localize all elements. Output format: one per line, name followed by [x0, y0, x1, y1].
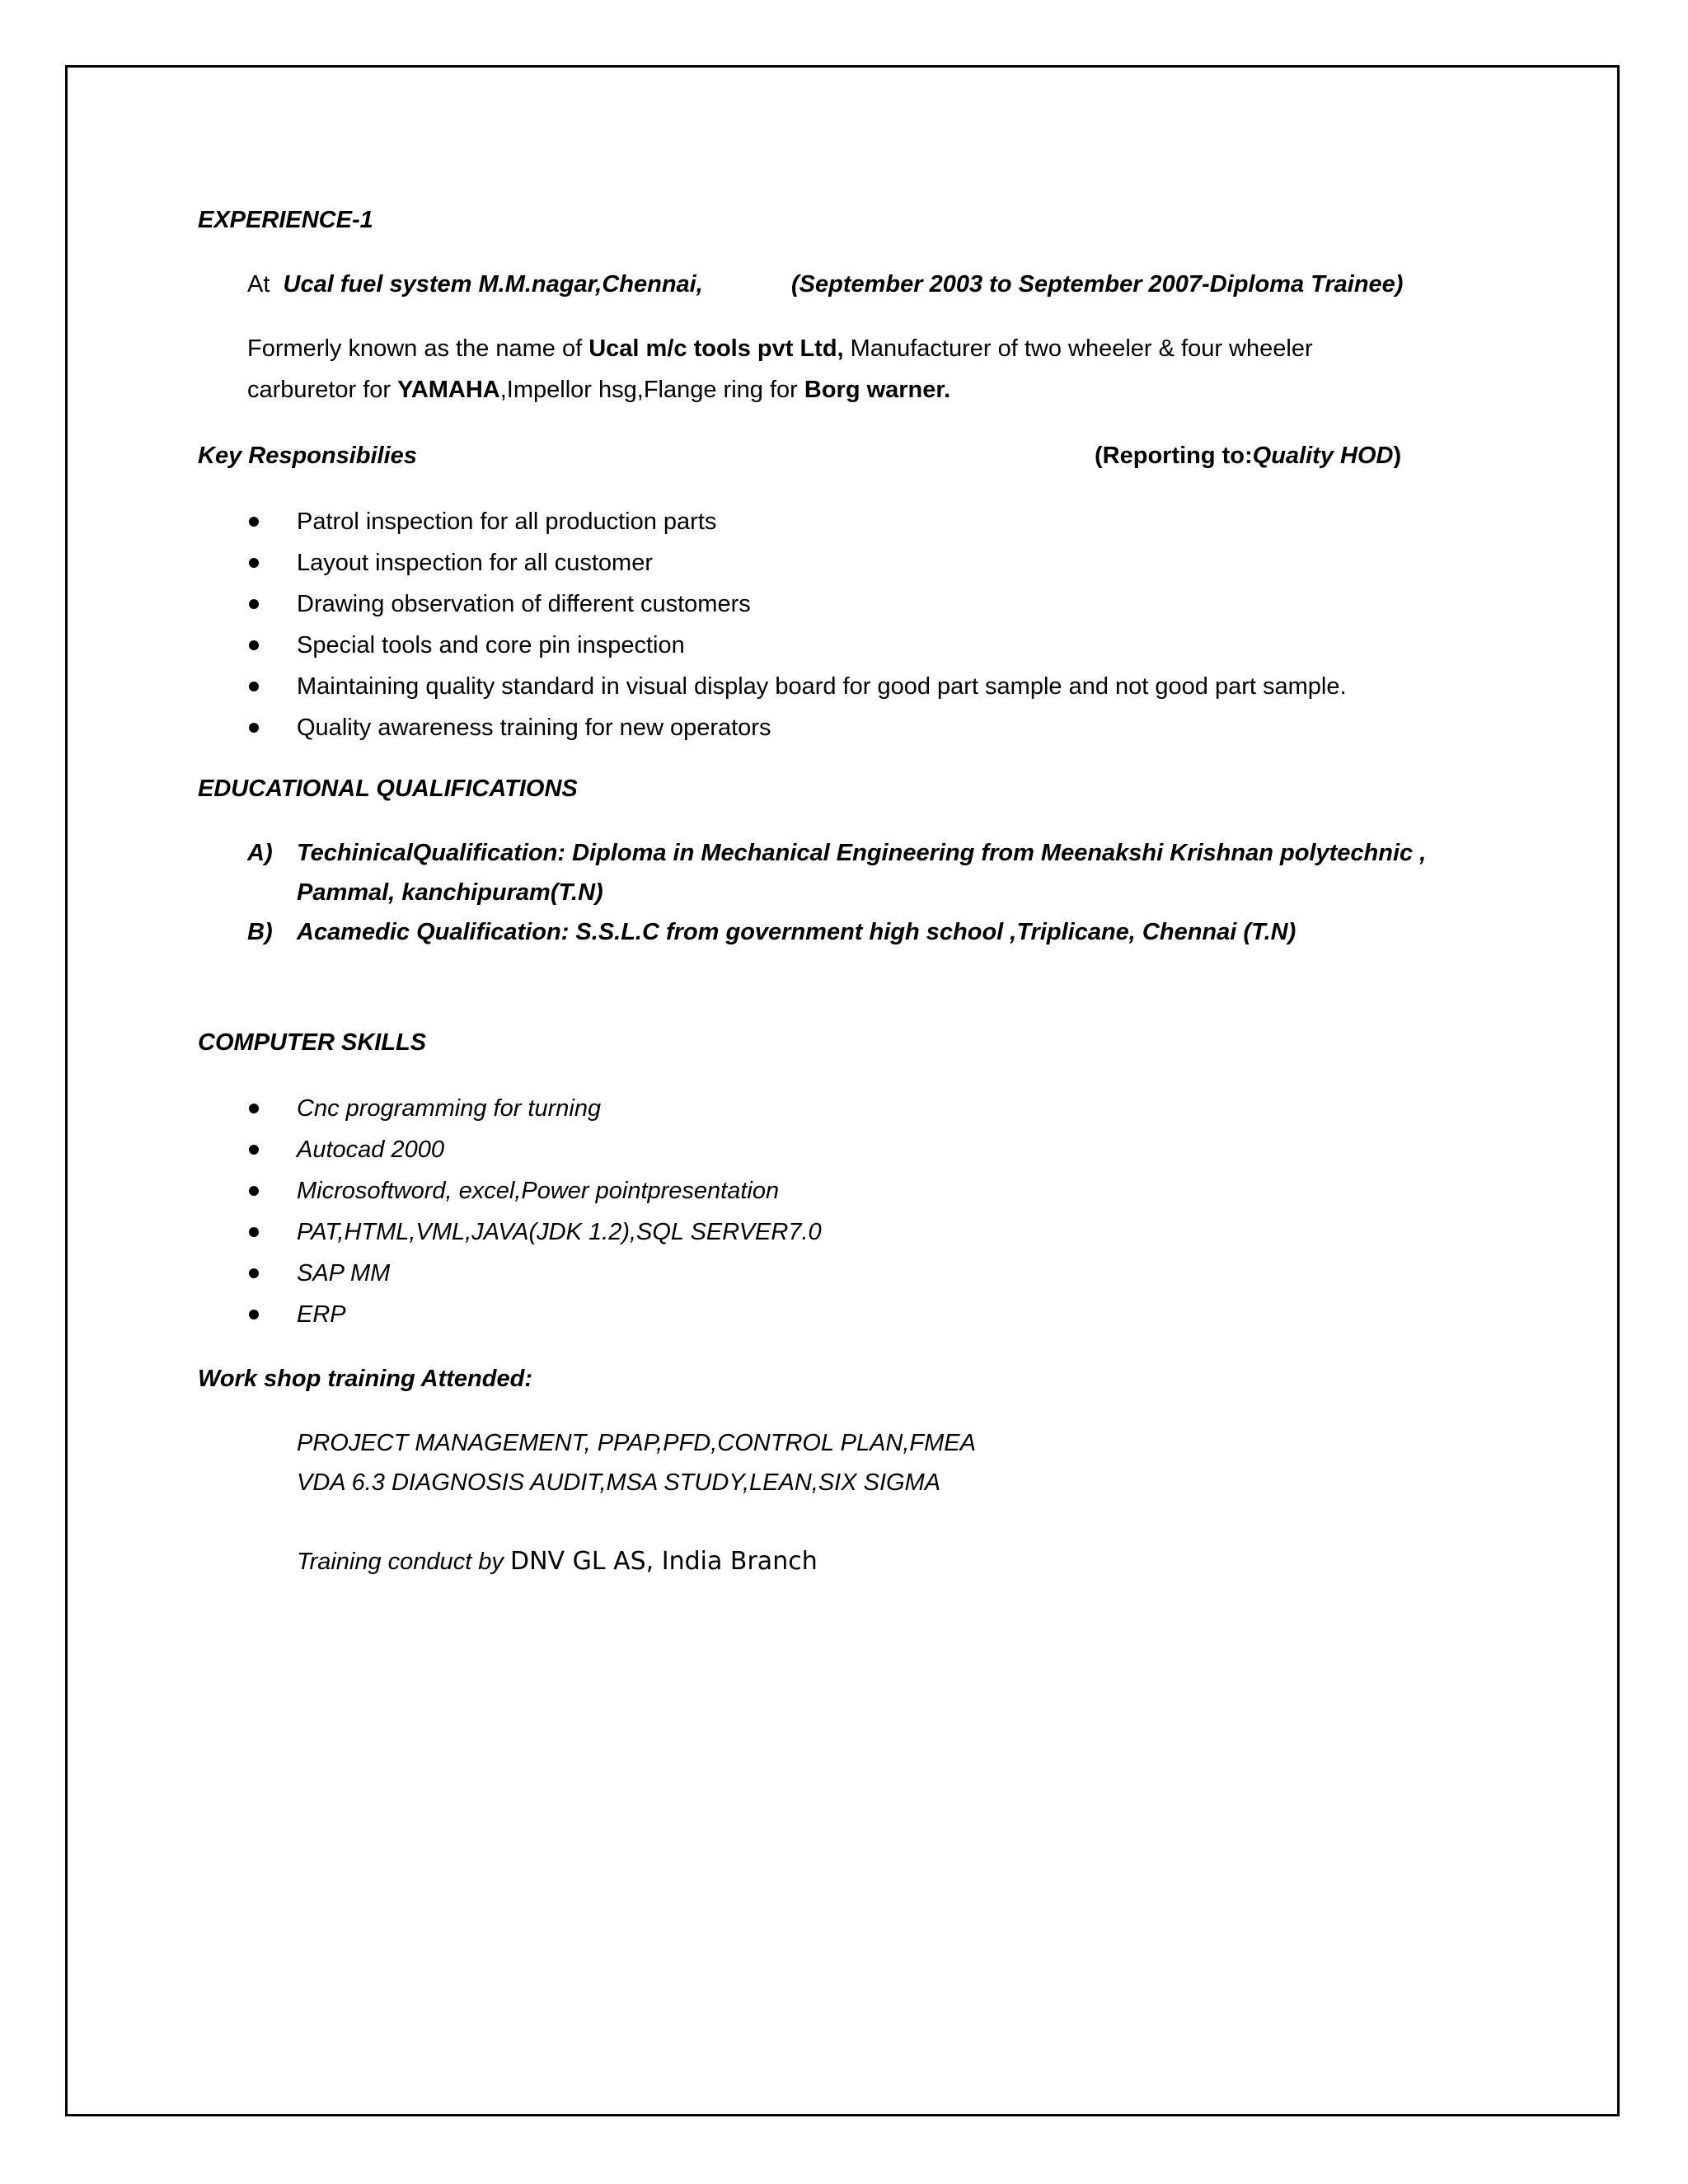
experience-company-line	[247, 264, 703, 305]
bullet-icon	[249, 1186, 259, 1196]
education-b-line1: Acamedic Qualification: S.S.L.C from government high school ,Triplicane, Chennai (T.N)	[297, 919, 1296, 945]
desc-line2-prefix: carburetor for	[247, 377, 392, 403]
computer-skills-list	[247, 1088, 822, 1335]
education-item-a	[247, 832, 1426, 874]
education-item-b	[247, 912, 1296, 953]
computer-skills-heading: COMPUTER SKILLS	[198, 1029, 427, 1056]
responsibilities-list	[247, 501, 1347, 748]
list-item: ERP	[247, 1294, 822, 1335]
bullet-icon	[249, 1310, 259, 1319]
training-organization: DNV GL AS, India Branch	[510, 1547, 818, 1576]
education-heading: EDUCATIONAL QUALIFICATIONS	[198, 776, 578, 802]
reporting-prefix: (Reporting to:	[1095, 443, 1253, 469]
workshop-line2: VDA 6.3 DIAGNOSIS AUDIT,MSA STUDY,LEAN,SIX SIGMA	[297, 1469, 941, 1496]
list-item: SAP MM	[247, 1253, 822, 1294]
experience-description-line1	[247, 328, 1313, 369]
bullet-icon	[249, 640, 259, 650]
training-conduct-line	[297, 1541, 818, 1582]
experience-period: (September 2003 to September 2007-Diploma Trainee)	[791, 271, 1404, 298]
bullet-icon	[249, 558, 259, 568]
bullet-icon	[249, 1268, 259, 1278]
former-name: Ucal m/c tools pvt Ltd,	[588, 335, 844, 362]
education-a-line1: TechinicalQualification: Diploma in Mechanical Engineering from Meenakshi Krishnan polytechnic ,	[297, 840, 1427, 866]
desc-mid: Manufacturer of two wheeler & four wheeler	[850, 335, 1313, 362]
list-item: Special tools and core pin inspection	[247, 625, 1347, 666]
customer-borg-warner: Borg warner.	[804, 377, 951, 403]
education-letter-a: A)	[247, 840, 273, 866]
bullet-icon	[249, 682, 259, 691]
education-a-line2: Pammal, kanchipuram(T.N)	[297, 879, 603, 906]
workshop-line1: PROJECT MANAGEMENT, PPAP,PFD,CONTROL PLAN,FMEA	[297, 1430, 976, 1456]
bullet-icon	[249, 1227, 259, 1237]
list-item: Patrol inspection for all production parts	[247, 501, 1347, 542]
list-item: Autocad 2000	[247, 1129, 822, 1170]
list-item: Cnc programming for turning	[247, 1088, 822, 1129]
customer-yamaha: YAMAHA	[397, 377, 500, 403]
responsibilities-heading: Key Responsibilies	[198, 443, 417, 469]
reporting-to	[1095, 435, 1401, 476]
bullet-icon	[249, 723, 259, 733]
experience-heading: EXPERIENCE-1	[198, 207, 373, 233]
list-item: Microsoftword, excel,Power pointpresentation	[247, 1170, 822, 1212]
education-letter-b: B)	[247, 919, 273, 945]
bullet-icon	[249, 1145, 259, 1155]
bullet-icon	[249, 517, 259, 527]
desc-intro: Formerly known as the name of	[247, 335, 583, 362]
list-item: Drawing observation of different customers	[247, 583, 1347, 625]
workshop-heading: Work shop training Attended:	[198, 1366, 532, 1392]
list-item: Layout inspection for all customer	[247, 542, 1347, 583]
list-item: Quality awareness training for new operators	[247, 707, 1347, 748]
training-prefix: Training conduct by	[297, 1549, 504, 1575]
list-item: Maintaining quality standard in visual display board for good part sample and not good part sample.	[247, 666, 1347, 707]
list-item: PAT,HTML,VML,JAVA(JDK 1.2),SQL SERVER7.0	[247, 1212, 822, 1253]
company-name: Ucal fuel system M.M.nagar,Chennai,	[283, 271, 703, 298]
at-prefix: At	[247, 271, 270, 298]
reporting-target: Quality HOD	[1252, 443, 1394, 469]
bullet-icon	[249, 599, 259, 609]
reporting-suffix: )	[1393, 443, 1402, 469]
bullet-icon	[249, 1104, 259, 1113]
desc-line2-mid: ,Impellor hsg,Flange ring for	[499, 377, 798, 403]
experience-description-line2	[247, 369, 950, 410]
